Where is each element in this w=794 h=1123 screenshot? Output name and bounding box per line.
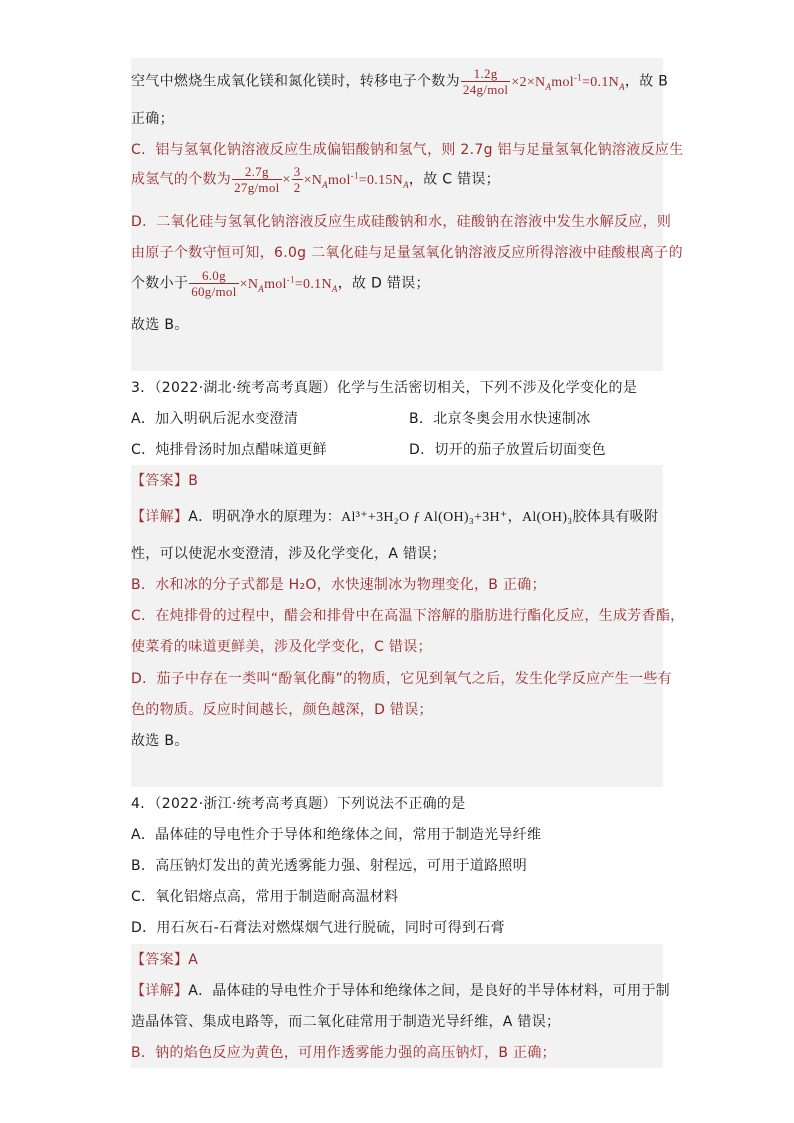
question-stem: 3．（2022·湖北·统考高考真题）化学与生活密切相关，下列不涉及化学变化的是 bbox=[131, 380, 638, 396]
question-stem: 4．（2022·浙江·统考高考真题）下列说法不正确的是 bbox=[131, 796, 466, 812]
option-c: C．氧化铝熔点高，常用于制造耐高温材料 bbox=[131, 889, 399, 905]
option-d: D．切开的茄子放置后切面变色 bbox=[409, 442, 606, 458]
fraction: $\frac{1.2g}{\text{24g/mol}}$ bbox=[462, 66, 509, 97]
explanation-line: 成氢气的个数为 $\frac{2.7g}{\text{27g/mol}}$ × $\frac{3}{2}$ $\times N_Amol^{-1}=0.15N_A$，故 C 错误； bbox=[131, 164, 500, 195]
option-d: D．用石灰石-石膏法对燃煤烟气进行脱硫，同时可得到石膏 bbox=[131, 920, 505, 936]
fraction: $\frac{3}{2}$ bbox=[293, 164, 301, 195]
explanation-line: 【详解】A．明矾净水的原理为：Al³⁺+3H₂O ƒ Al(OH)₃+3H⁺，Al(OH)₃胶体具有吸附 bbox=[131, 509, 659, 525]
explanation-line: 色的物质。反应时间越长，颜色越深，D 错误； bbox=[131, 702, 433, 718]
option-b: B．高压钠灯发出的黄光透雾能力强、射程远，可用于道路照明 bbox=[131, 858, 528, 874]
option-b: B．北京冬奥会用水快速制冰 bbox=[409, 411, 591, 427]
explanation-line: C．铝与氢氧化钠溶液反应生成偏铝酸钠和氢气，则 2.7g 铝与足量氢氧化钠溶液反应生 bbox=[131, 142, 684, 158]
option-c: C．炖排骨汤时加点醋味道更鲜 D．切开的茄子放置后切面变色 bbox=[131, 442, 606, 458]
fraction: $\frac{6.0g}{\text{60g/mol}}$ bbox=[191, 268, 237, 299]
option-a: A．加入明矾后泥水变澄清 B．北京冬奥会用水快速制冰 bbox=[131, 411, 591, 427]
answer: 【答案】A bbox=[131, 952, 199, 968]
fraction: $\frac{2.7g}{\text{27g/mol}}$ bbox=[234, 164, 280, 195]
explanation-line: D．茄子中存在一类叫“酚氧化酶”的物质，它见到氧气之后，发生化学反应产生一些有 bbox=[131, 671, 672, 687]
explanation-line: B．钠的焰色反应为黄色，可用作透雾能力强的高压钠灯，B 正确； bbox=[131, 1045, 556, 1061]
explanation-line: 性，可以使泥水变澄清，涉及化学变化，A 错误； bbox=[131, 546, 446, 562]
answer: 【答案】B bbox=[131, 473, 199, 489]
explanation-line: 故选 B。 bbox=[131, 733, 189, 749]
explanation-line: D．二氧化硅与氢氧化钠溶液反应生成硅酸钠和水，硅酸钠在溶液中发生水解反应，则 bbox=[131, 214, 672, 230]
explanation-line: 正确； bbox=[131, 111, 174, 127]
explanation-line: 故选 B。 bbox=[131, 317, 189, 333]
explanation-line: B．水和冰的分子式都是 H₂O，水快速制冰为物理变化，B 正确； bbox=[131, 577, 546, 593]
explanation-line: 由原子个数守恒可知，6.0g 二氧化硅与足量氢氧化钠溶液反应所得溶液中硅酸根离子的 bbox=[131, 245, 683, 261]
explanation-line: C．在炖排骨的过程中，醋会和排骨中在高温下溶解的脂肪进行酯化反应，生成芳香酯， bbox=[131, 608, 685, 624]
explanation-line: 个数小于 $\frac{6.0g}{\text{60g/mol}}$ $\times N_Amol^{-1}=0.1N_A$，故 D 错误； bbox=[131, 268, 430, 299]
option-a: A．晶体硅的导电性介于导体和绝缘体之间，常用于制造光导纤维 bbox=[131, 827, 542, 843]
explanation-line: 造晶体管、集成电路等，而二氧化硅常用于制造光导纤维，A 错误； bbox=[131, 1014, 561, 1030]
explanation-line: 空气中燃烧生成氧化镁和氮化镁时，转移电子个数为 $\frac{1.2g}{\text{24g/mol}}$ $\times 2\times N_Amol^{-1}=0.1N_A$，故 B bbox=[131, 66, 669, 97]
explanation-line: 使菜肴的味道更鲜美，涉及化学变化，C 错误； bbox=[131, 639, 432, 655]
explanation-line: 【详解】A．晶体硅的导电性介于导体和绝缘体之间，是良好的半导体材料，可用于制 bbox=[131, 983, 670, 999]
